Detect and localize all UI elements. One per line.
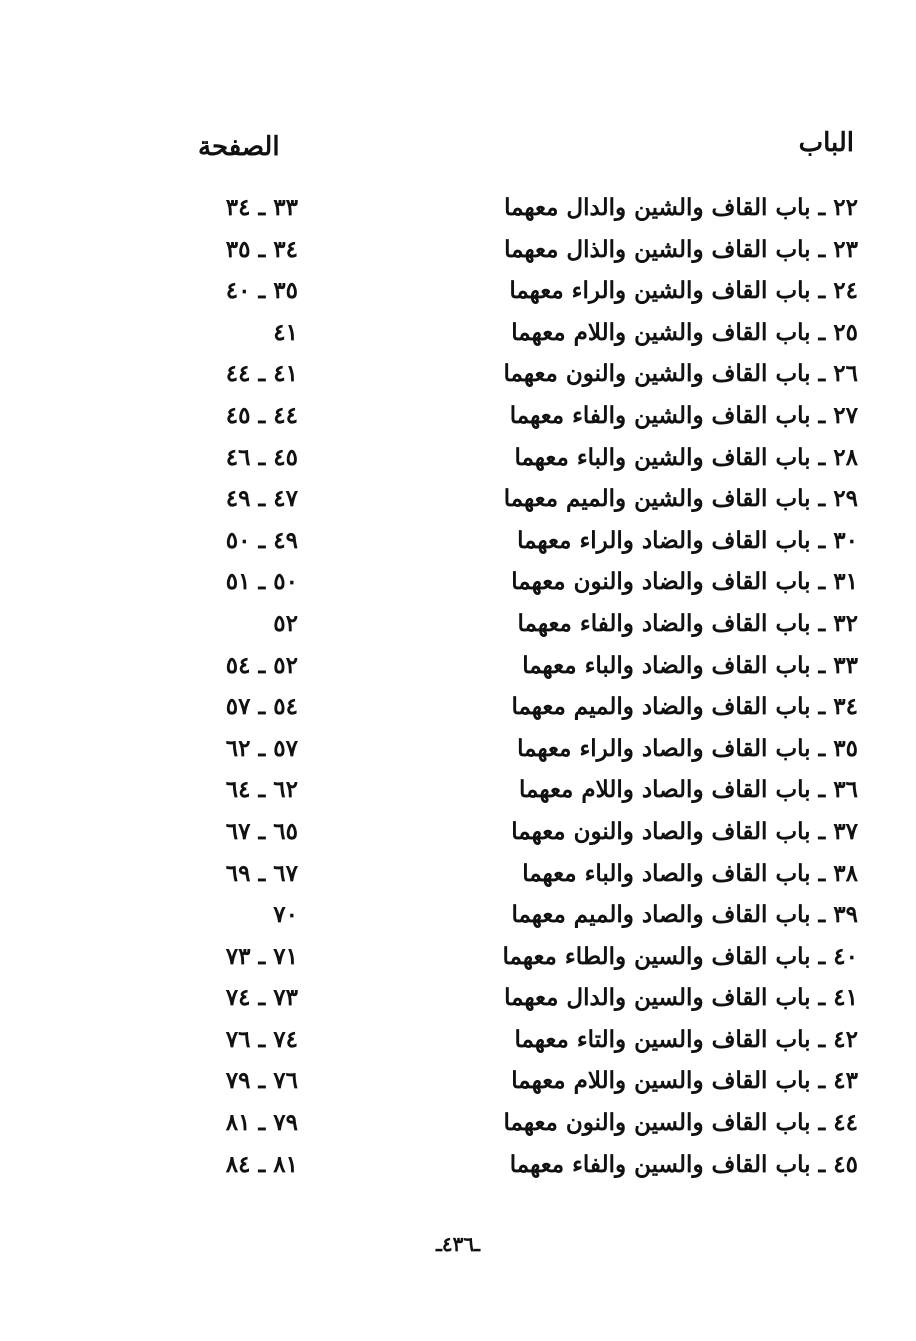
toc-entry-text: ـ باب القاف والصاد والراء معهما — [517, 734, 826, 762]
toc-entry-number: ٤١ — [833, 984, 858, 1012]
toc-entry-number: ٢٤ — [833, 277, 858, 305]
toc-entry-text: ـ باب القاف والضاد والميم معهما — [511, 693, 826, 721]
toc-entry-title — [511, 319, 858, 346]
toc-entry-number: ٢٦ — [833, 360, 858, 388]
toc-row — [0, 982, 916, 1024]
toc-row — [0, 1065, 916, 1107]
toc-row — [0, 1149, 916, 1191]
toc-entry-text: ـ باب القاف والشين واللام معهما — [511, 318, 826, 346]
toc-entry-pages: ٥٠ ـ ٥١ — [225, 568, 298, 596]
toc-entry-title — [509, 277, 858, 304]
toc-row — [0, 483, 916, 525]
toc-entry-title — [504, 194, 858, 221]
column-header-page: الصفحة — [198, 132, 280, 162]
toc-entry-title — [511, 901, 858, 928]
toc-entry-pages: ٦٧ ـ ٦٩ — [225, 859, 298, 887]
toc-entry-number: ٣٠ — [833, 526, 858, 554]
toc-entry-number: ٤٠ — [833, 942, 858, 970]
toc-entry-pages: ٤٥ ـ ٤٦ — [225, 443, 298, 471]
toc-entry-pages: ٥٢ — [273, 609, 298, 637]
toc-row — [0, 899, 916, 941]
toc-entry-title — [504, 236, 858, 263]
toc-entry-title — [522, 860, 858, 887]
toc-entry-text: ـ باب القاف والشين والذال معهما — [504, 235, 826, 263]
page-number: ـ٤٣٦ـ — [436, 1232, 480, 1256]
toc-row — [0, 442, 916, 484]
toc-entry-pages: ٧١ ـ ٧٣ — [225, 942, 298, 970]
toc-entry-title — [518, 610, 858, 637]
toc-entry-title — [514, 1026, 858, 1053]
toc-entry-text: ـ باب القاف والشين والراء معهما — [509, 277, 826, 305]
toc-entry-number: ٣١ — [833, 568, 858, 596]
toc-entry-pages: ٦٥ ـ ٦٧ — [225, 817, 298, 845]
toc-entry-text: ـ باب القاف والسين والطاء معهما — [502, 942, 826, 970]
toc-entry-text: ـ باب القاف والصاد واللام معهما — [519, 776, 826, 804]
toc-entry-title — [519, 776, 858, 803]
toc-entry-text: ـ باب القاف والشين والباء معهما — [514, 443, 826, 471]
toc-entry-number: ٢٨ — [833, 443, 858, 471]
toc-entry-number: ٣٤ — [833, 693, 858, 721]
toc-row — [0, 941, 916, 983]
toc-entry-text: ـ باب القاف والشين والفاء معهما — [509, 401, 826, 429]
toc-entry-text: ـ باب القاف والشين والنون معهما — [503, 360, 826, 388]
toc-entry-number: ٢٣ — [833, 235, 858, 263]
toc-entry-number: ٣٣ — [833, 651, 858, 679]
toc-entry-title — [504, 360, 858, 387]
toc-entry-number: ٤٣ — [833, 1067, 858, 1095]
toc-entry-number: ٣٩ — [833, 901, 858, 929]
toc-row — [0, 566, 916, 608]
table-of-contents — [0, 192, 916, 1190]
toc-row — [0, 317, 916, 359]
toc-entry-pages: ٤١ — [273, 318, 298, 346]
toc-entry-text: ـ باب القاف والصاد والنون معهما — [511, 817, 826, 845]
column-header-chapter: الباب — [798, 128, 854, 158]
toc-entry-title — [517, 735, 858, 762]
toc-row — [0, 525, 916, 567]
toc-entry-title — [511, 568, 858, 595]
toc-entry-number: ٢٧ — [833, 401, 858, 429]
toc-entry-text: ـ باب القاف والسين والنون معهما — [503, 1109, 826, 1137]
toc-entry-text: ـ باب القاف والشين والميم معهما — [503, 485, 826, 513]
toc-entry-number: ٣٨ — [833, 859, 858, 887]
toc-entry-title — [522, 652, 858, 679]
toc-entry-text: ـ باب القاف والسين والتاء معهما — [514, 1025, 826, 1053]
toc-row — [0, 234, 916, 276]
toc-row — [0, 650, 916, 692]
toc-entry-pages: ٣٤ ـ ٣٥ — [225, 235, 298, 263]
toc-entry-text: ـ باب القاف والضاد والفاء معهما — [517, 609, 826, 637]
toc-entry-number: ٤٤ — [833, 1109, 858, 1137]
toc-entry-number: ٣٥ — [833, 734, 858, 762]
toc-entry-pages: ٧٩ ـ ٨١ — [225, 1109, 298, 1137]
toc-entry-pages: ٣٣ ـ ٣٤ — [225, 194, 298, 221]
toc-entry-title — [504, 485, 858, 512]
toc-entry-pages: ٧٦ ـ ٧٩ — [225, 1067, 298, 1095]
toc-entry-title — [510, 1151, 858, 1178]
toc-entry-title — [511, 818, 858, 845]
toc-entry-number: ٢٩ — [833, 485, 858, 513]
toc-entry-pages: ٧٠ — [273, 901, 298, 929]
toc-entry-title — [510, 402, 858, 429]
toc-entry-number: ٣٧ — [833, 817, 858, 845]
toc-entry-number: ٣٦ — [833, 776, 858, 804]
toc-entry-pages: ٨١ ـ ٨٤ — [225, 1150, 298, 1178]
toc-row — [0, 733, 916, 775]
toc-entry-pages: ٤٧ ـ ٤٩ — [225, 485, 298, 513]
toc-entry-text: ـ باب القاف والشين والدال معهما — [504, 194, 826, 221]
toc-entry-number: ٢٥ — [833, 318, 858, 346]
toc-entry-pages: ٤١ ـ ٤٤ — [225, 360, 298, 388]
toc-row — [0, 192, 916, 234]
toc-entry-text: ـ باب القاف والسين والفاء معهما — [509, 1150, 826, 1178]
toc-entry-pages: ٣٥ ـ ٤٠ — [225, 277, 298, 305]
toc-entry-number: ٤٥ — [833, 1150, 858, 1178]
toc-entry-pages: ٧٤ ـ ٧٦ — [225, 1025, 298, 1053]
toc-entry-text: ـ باب القاف والسين والدال معهما — [504, 984, 826, 1012]
toc-entry-pages: ٤٩ ـ ٥٠ — [225, 526, 298, 554]
toc-entry-pages: ٥٤ ـ ٥٧ — [225, 693, 298, 721]
toc-row — [0, 858, 916, 900]
toc-row — [0, 1024, 916, 1066]
toc-entry-number: ٣٢ — [833, 609, 858, 637]
toc-entry-title — [514, 444, 858, 471]
toc-entry-text: ـ باب القاف والصاد والباء معهما — [522, 859, 826, 887]
toc-entry-number: ٤٢ — [833, 1025, 858, 1053]
toc-entry-title — [511, 1067, 858, 1094]
toc-entry-text: ـ باب القاف والسين واللام معهما — [511, 1067, 826, 1095]
toc-entry-text: ـ باب القاف والصاد والميم معهما — [511, 901, 826, 929]
toc-row — [0, 358, 916, 400]
toc-entry-text: ـ باب القاف والضاد والباء معهما — [522, 651, 826, 679]
toc-entry-pages: ٦٢ ـ ٦٤ — [225, 776, 298, 804]
toc-entry-title — [504, 1109, 858, 1136]
toc-row — [0, 774, 916, 816]
toc-row — [0, 608, 916, 650]
toc-entry-pages: ٥٢ ـ ٥٤ — [225, 651, 298, 679]
toc-entry-number: ٢٢ — [833, 194, 858, 221]
toc-row — [0, 816, 916, 858]
toc-entry-title — [511, 693, 858, 720]
toc-entry-pages: ٤٤ ـ ٤٥ — [225, 401, 298, 429]
toc-entry-title — [504, 984, 858, 1011]
toc-entry-text: ـ باب القاف والضاد والراء معهما — [517, 526, 826, 554]
toc-row — [0, 1107, 916, 1149]
toc-entry-text: ـ باب القاف والضاد والنون معهما — [511, 568, 826, 596]
toc-entry-title — [503, 943, 858, 970]
toc-row — [0, 400, 916, 442]
toc-entry-title — [517, 527, 858, 554]
toc-row — [0, 691, 916, 733]
toc-entry-pages: ٥٧ ـ ٦٢ — [225, 734, 298, 762]
toc-row — [0, 275, 916, 317]
toc-entry-pages: ٧٣ ـ ٧٤ — [225, 984, 298, 1012]
